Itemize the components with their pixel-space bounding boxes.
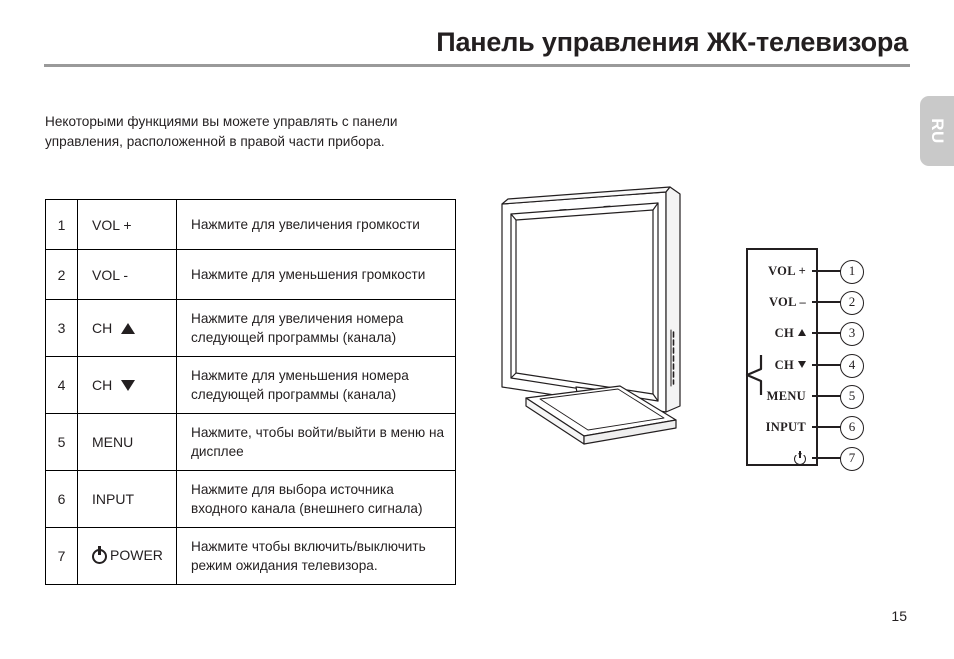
row-button-label: CH bbox=[92, 377, 113, 393]
row-number: 6 bbox=[46, 471, 78, 528]
callout-row-5 bbox=[740, 386, 844, 406]
row-description: Нажмите для уменьшения громкости bbox=[177, 250, 456, 300]
callout-number-4: 4 bbox=[840, 354, 864, 378]
callout-row-2 bbox=[740, 292, 844, 312]
row-button-label: MENU bbox=[78, 414, 177, 471]
callout-label: CH bbox=[740, 326, 812, 341]
row-description: Нажмите для выбора источника входного канала (внешнего сигнала) bbox=[177, 471, 456, 528]
triangle-up-icon bbox=[798, 329, 806, 336]
table-row bbox=[46, 528, 456, 585]
callout-label: MENU bbox=[766, 388, 806, 403]
language-tab-label: RU bbox=[928, 118, 947, 144]
header-divider bbox=[44, 64, 910, 67]
table-row bbox=[46, 414, 456, 471]
row-description: Нажмите для увеличения громкости bbox=[177, 200, 456, 250]
power-standby-icon bbox=[794, 451, 806, 463]
page-header bbox=[0, 0, 954, 70]
callout-label: INPUT bbox=[765, 419, 806, 434]
callout-number-7: 7 bbox=[840, 447, 864, 471]
table-row bbox=[46, 471, 456, 528]
row-number: 1 bbox=[46, 200, 78, 250]
callout-row-4 bbox=[740, 355, 844, 375]
row-number: 2 bbox=[46, 250, 78, 300]
page-number: 15 bbox=[891, 608, 907, 624]
power-icon bbox=[92, 547, 107, 562]
language-tab-ru bbox=[920, 96, 954, 166]
table-row bbox=[46, 357, 456, 414]
table-row bbox=[46, 200, 456, 250]
row-button-label: VOL - bbox=[78, 250, 177, 300]
callout-label: VOL – bbox=[768, 294, 806, 309]
row-button-label: INPUT bbox=[78, 471, 177, 528]
control-panel-table bbox=[45, 199, 456, 585]
row-number: 5 bbox=[46, 414, 78, 471]
row-number: 7 bbox=[46, 528, 78, 585]
row-button-label: POWER bbox=[110, 546, 163, 563]
callout-number-2: 2 bbox=[840, 291, 864, 315]
row-button-cell bbox=[78, 357, 177, 414]
row-button-label: CH bbox=[92, 320, 113, 336]
callout-number-1: 1 bbox=[840, 260, 864, 284]
intro-paragraph: Некоторыми функциями вы можете управлять с панели управления, расположенной в правой части прибора. bbox=[45, 114, 398, 149]
row-description: Нажмите для увеличения номера следующей программы (канала) bbox=[177, 300, 456, 357]
table-row bbox=[46, 300, 456, 357]
row-number: 4 bbox=[46, 357, 78, 414]
row-button-label: VOL + bbox=[78, 200, 177, 250]
callout-label: CH bbox=[740, 358, 812, 373]
row-description: Нажмите, чтобы войти/выйти в меню на дисплее bbox=[177, 414, 456, 471]
callout-row-6 bbox=[740, 417, 844, 437]
callout-row-1 bbox=[740, 261, 844, 281]
row-description: Нажмите чтобы включить/выключить режим ожидания телевизора. bbox=[177, 528, 456, 585]
table-row bbox=[46, 250, 456, 300]
callout-row-3 bbox=[740, 323, 844, 343]
callout-row-7 bbox=[740, 448, 844, 468]
callout-number-3: 3 bbox=[840, 322, 864, 346]
callout-label bbox=[740, 451, 812, 466]
row-number: 3 bbox=[46, 300, 78, 357]
page-title: Панель управления ЖК-телевизора bbox=[436, 27, 908, 57]
callout-number-5: 5 bbox=[840, 385, 864, 409]
triangle-down-icon bbox=[798, 361, 806, 368]
row-button-cell bbox=[78, 300, 177, 357]
triangle-up-icon bbox=[121, 323, 135, 334]
triangle-down-icon bbox=[121, 380, 135, 391]
callout-label: VOL + bbox=[768, 263, 806, 278]
row-description: Нажмите для уменьшения номера следующей программы (канала) bbox=[177, 357, 456, 414]
row-button-cell bbox=[78, 528, 177, 585]
callout-number-6: 6 bbox=[840, 416, 864, 440]
